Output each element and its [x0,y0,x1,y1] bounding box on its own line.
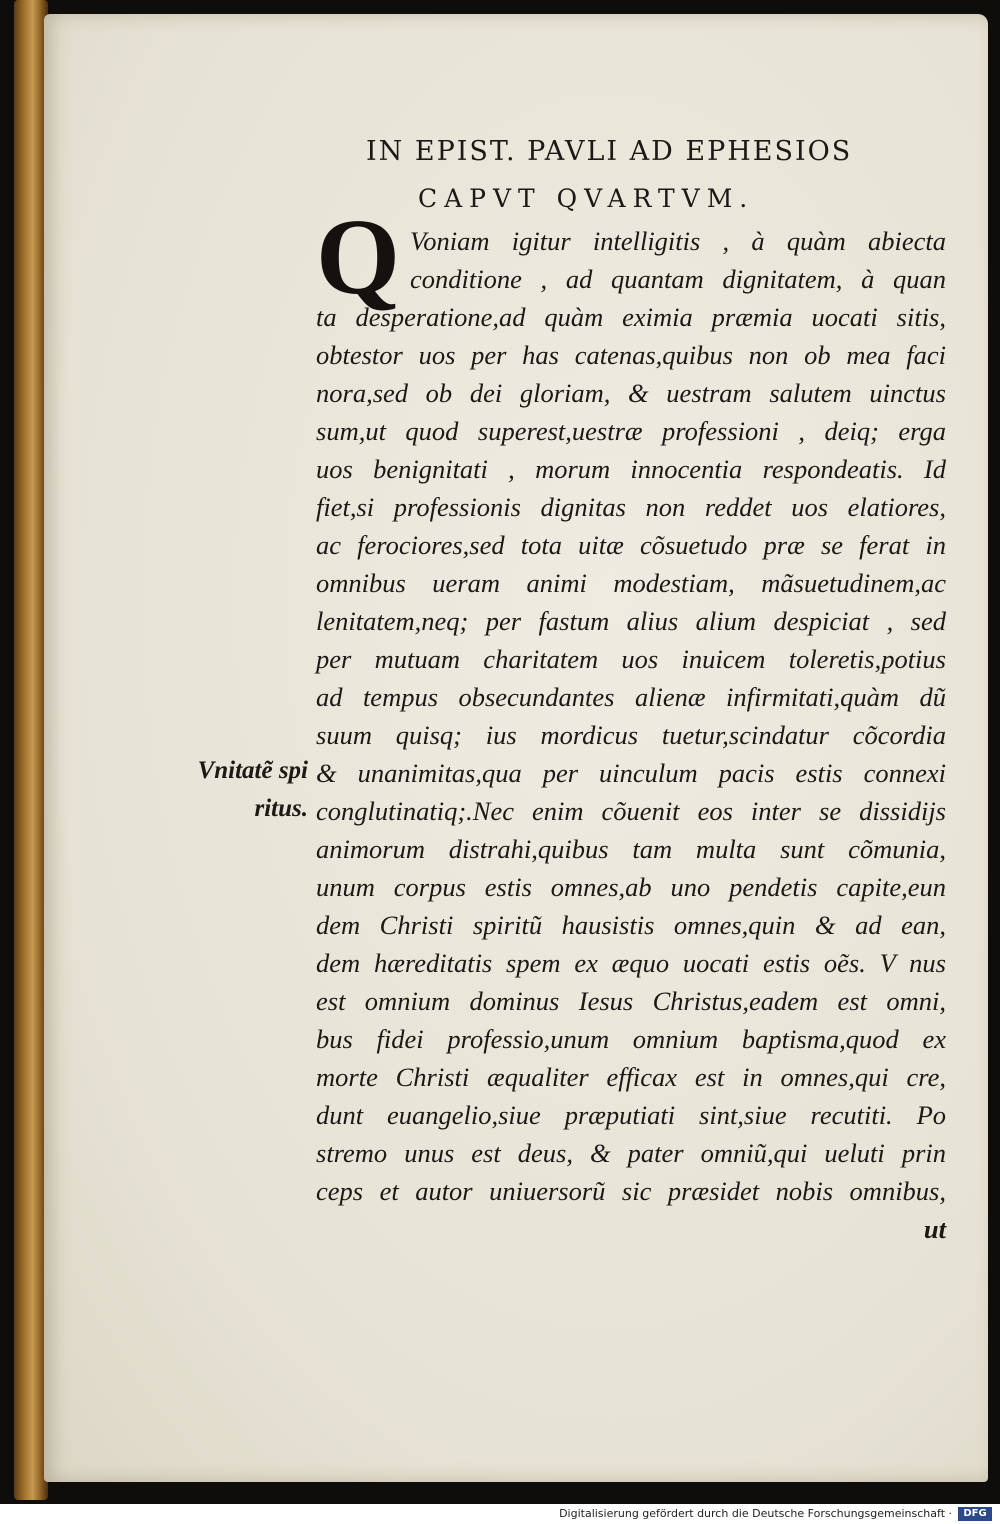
text-line: est omnium dominus Iesus Christus,eadem est omni, [316,986,946,1016]
text-line: omnibus ueram animi modestiam, mãsuetudinem,ac [316,568,946,598]
text-line: & unanimitas,qua per uinculum pacis estis connexi [316,758,946,788]
text-line: conditione , ad quantam dignitatem, à quan [410,264,946,294]
text-line: lenitatem,neq; per fastum alius alium despiciat , sed [316,606,946,636]
text-line: sum,ut quod superest,uestræ professioni , deiq; erga [316,416,946,446]
text-line: per mutuam charitatem uos inuicem toleretis,potius [316,644,946,674]
catchword: ut [923,1214,946,1244]
text-line: suum quisq; ius mordicus tuetur,scindatur cõcordia [316,720,946,750]
text-line: Voniam igitur intelligitis , à quàm abiecta [410,226,946,256]
text-line: dunt euangelio,siue præputiati sint,siue recutiti. Po [316,1100,946,1130]
text-line: dem hæreditatis spem ex æquo uocati estis oẽs. V nus [316,948,946,978]
dfg-logo: DFG [958,1507,992,1521]
text-line: obtestor uos per has catenas,quibus non ob mea faci [316,340,946,370]
margin-note-line: Vnitatẽ spi [197,757,308,784]
text-line: animorum distrahi,quibus tam multa sunt cõmunia, [316,834,946,864]
drop-cap: Q [316,198,401,317]
text-line: ceps et autor uniuersorũ sic præsidet nobis omnibus, [316,1176,946,1206]
text-line: ac ferociores,sed tota uitæ cõsuetudo præ se ferat in [316,530,946,560]
text-line: nora,sed ob dei gloriam, & uestram salutem uinctus [316,378,946,408]
running-header: IN EPIST. PAVLI AD EPHESIOS [366,136,853,167]
text-line: uos benignitati , morum innocentia respondeatis. Id [316,454,946,484]
text-line: fiet,si professionis dignitas non reddet uos elatiores, [316,492,946,522]
chapter-title: CAPVT QVARTVM. [418,184,755,213]
funding-credit: Digitalisierung gefördert durch die Deutsche Forschungsgemeinschaft · [559,1507,952,1520]
book-spine [14,0,48,1500]
text-line: conglutinatiq;.Nec enim cõuenit eos inter se dissidijs [316,796,946,826]
text-line: unum corpus estis omnes,ab uno pendetis capite,eun [316,872,946,902]
text-line: bus fidei professio,unum omnium baptisma,quod ex [316,1024,946,1054]
text-line: ad tempus obsecundantes alienæ infirmitati,quàm dũ [316,682,946,712]
margin-note-line: ritus. [254,795,308,822]
margin-note [168,752,308,828]
text-line: stremo unus est deus, & pater omniũ,qui ueluti prin [316,1138,946,1168]
text-line: morte Christi æqualiter efficax est in omnes,qui cre, [316,1062,946,1092]
footer-bar [0,1504,1000,1524]
body-text [316,222,946,1248]
text-line: ta desperatione,ad quàm eximia præmia uocati sitis, [316,302,946,332]
text-line: dem Christi spiritũ hausistis omnes,quin & ad ean, [316,910,946,940]
